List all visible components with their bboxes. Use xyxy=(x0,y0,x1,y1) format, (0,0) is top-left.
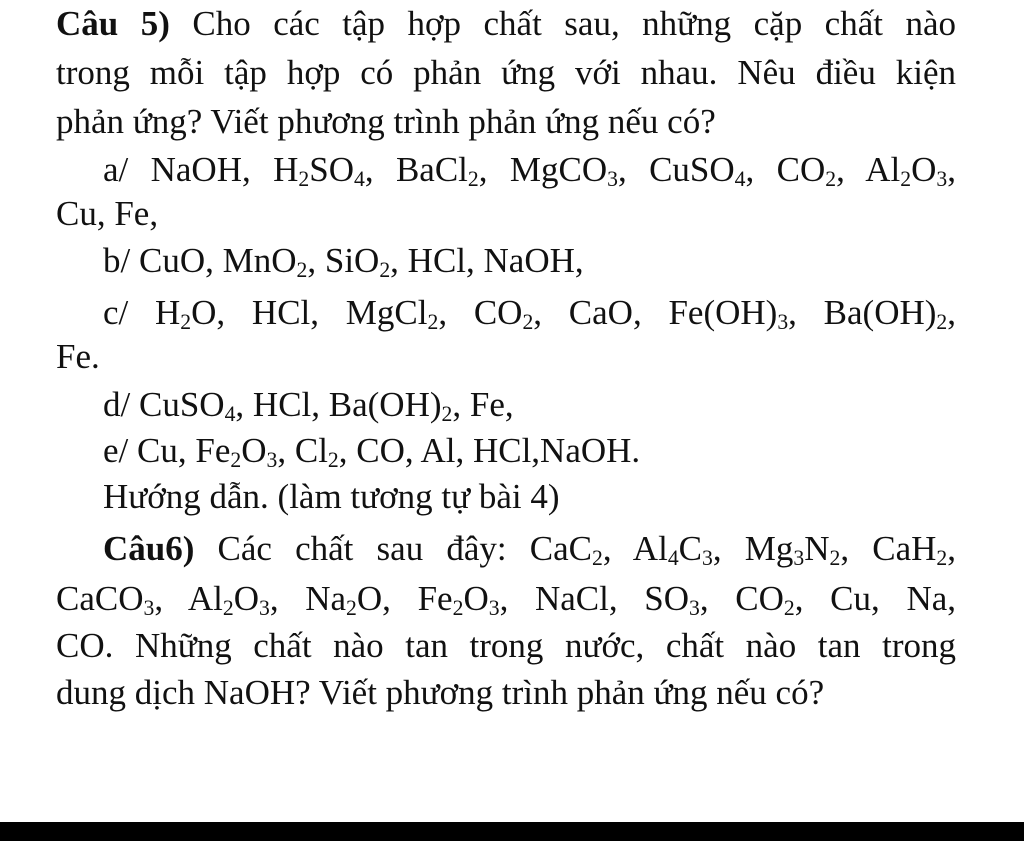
q5-line-2: trong mỗi tập hợp có phản ứng với nhau. Nêu điều kiện xyxy=(56,53,956,92)
item-c-end: . xyxy=(91,337,100,376)
q5-item-c-line-1 xyxy=(103,291,956,335)
item-a-formulas-cont: Cu, Fe xyxy=(56,194,150,233)
item-d-formulas: CuSO$_4$, HCl, $Ba(OH)_2$, Fe xyxy=(138,385,505,426)
q6-line-2 xyxy=(56,577,956,621)
q5-line-1 xyxy=(56,2,956,46)
q6-line-3 xyxy=(56,624,956,668)
q6-intro: Các chất sau đây: xyxy=(194,529,530,568)
item-d-prefix: d/ xyxy=(103,385,139,424)
item-c-formulas: $H_2O$, HCl, MgCl$_2$, $CO_2$, CaO, $Fe(OH)_3$, $Ba(OH)_2$, xyxy=(155,293,956,334)
q6-formulas-2: CaCO$_3$, $Al_2O_3$, $Na_2O$, $Fe_2O_3$, NaCl, $SO_3$, $CO_2$, Cu, Na, xyxy=(56,579,957,620)
item-a-end: , xyxy=(149,194,159,233)
q5-hint: Hướng dẫn. (làm tương tự bài 4) xyxy=(103,477,560,516)
q6-formulas-1: CaC$_2$, $Al_4C_3$, $Mg_3N_2$, CaH$_2$, xyxy=(529,529,957,570)
q6-formulas-3: CO xyxy=(56,626,105,665)
item-e-prefix: e/ xyxy=(103,431,138,470)
q6-line-3-text: . Những chất nào tan trong nước, chất nào tan trong xyxy=(104,626,956,665)
item-a-prefix: a/ xyxy=(103,150,151,189)
item-e-formulas: Cu, $Fe_2O_3$, $Cl_2$, CO, Al, HCl,NaOH. xyxy=(137,431,641,472)
item-b-end: , xyxy=(574,241,584,280)
q5-item-b xyxy=(103,239,584,283)
item-a-formulas: NaOH, $H_2SO_4$, BaCl$_2$, MgCO$_3$, CuSO$_4$, $CO_2$, $Al_2O_3$, xyxy=(150,150,956,191)
q5-item-a-line-2 xyxy=(56,192,158,236)
item-c-prefix: c/ xyxy=(103,293,156,332)
bottom-edge-bar xyxy=(0,822,1024,841)
q5-line-1-text: Cho các tập hợp chất sau, những cặp chất nào xyxy=(169,4,956,43)
item-d-end: , xyxy=(504,385,514,424)
q5-label: Câu 5) xyxy=(56,4,170,43)
q5-line-3: phản ứng? Viết phương trình phản ứng nếu có? xyxy=(56,102,716,141)
q6-label: Câu6) xyxy=(103,529,195,568)
q6-line-1 xyxy=(103,527,956,571)
item-b-formulas: CuO, MnO$_2$, SiO$_2$, HCl, NaOH xyxy=(138,241,575,282)
q5-item-e xyxy=(103,429,640,473)
q5-item-a-line-1 xyxy=(103,148,956,192)
item-c-formulas-cont: Fe xyxy=(56,337,91,376)
q5-item-d xyxy=(103,383,514,427)
q5-item-c-line-2 xyxy=(56,335,100,379)
item-b-prefix: b/ xyxy=(103,241,139,280)
q6-line-4: dung dịch NaOH? Viết phương trình phản ứng nếu có? xyxy=(56,673,825,712)
